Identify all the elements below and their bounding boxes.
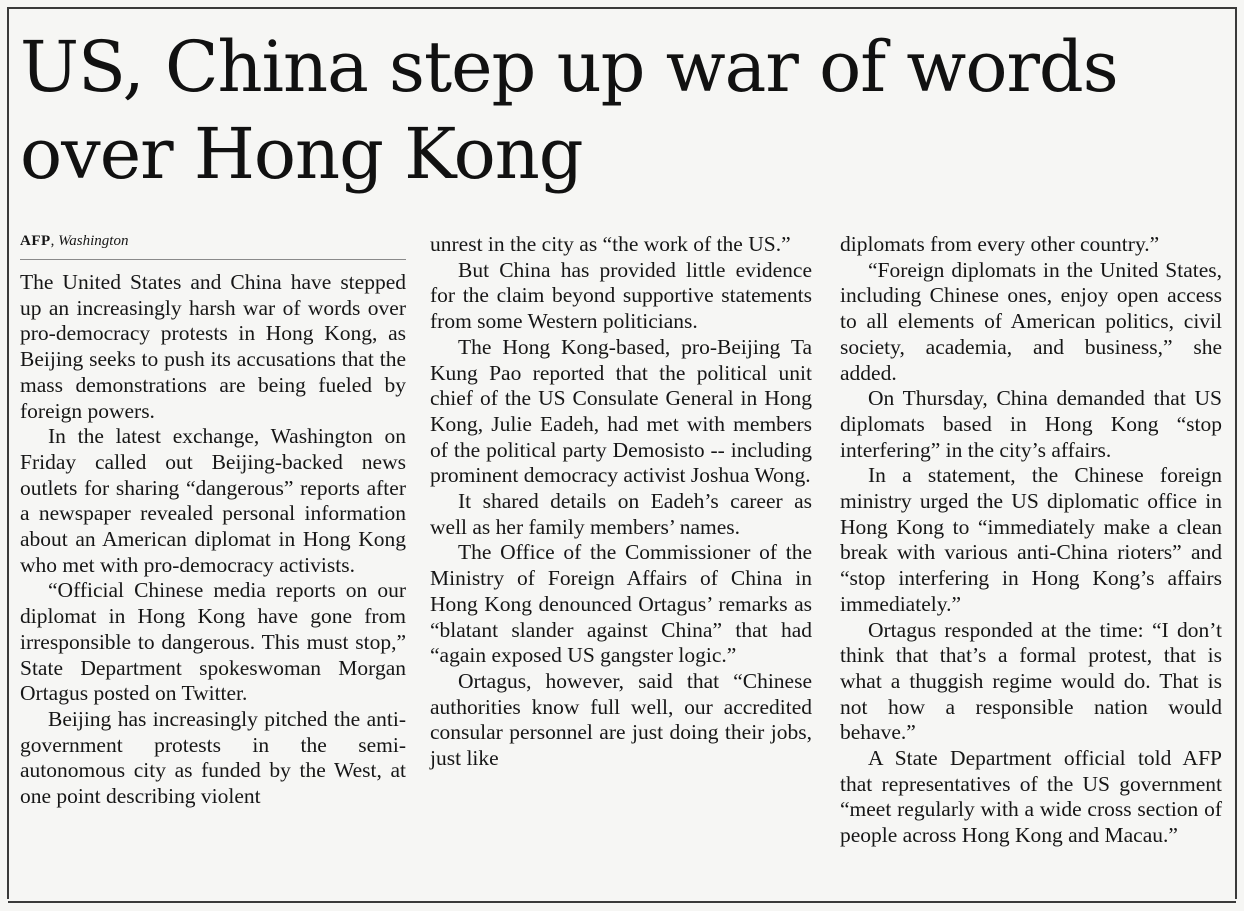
right-rule <box>1235 7 1237 899</box>
byline-separator: , <box>50 233 59 249</box>
byline <box>20 232 406 260</box>
article-headline: US, China step up war of words over Hong Kong <box>20 26 1118 195</box>
byline-dateline: Washington <box>58 233 129 249</box>
paragraph: On Thursday, China demanded that US diplomats based in Hong Kong “stop interfering” in the city’s affairs. <box>840 386 1222 462</box>
article-column-3 <box>840 232 1222 849</box>
paragraph: In a statement, the Chinese foreign ministry urged the US diplomatic office in Hong Kong to “immediately make a clean break with various anti-China rioters” and “stop interfering in Hong Kong’s affairs immediately.” <box>840 463 1222 616</box>
paragraph: But China has provided little evidence for the claim beyond supportive statements from some Western politicians. <box>430 257 812 334</box>
paragraph: The United States and China have stepped up an increasingly harsh war of words over pro-democracy protests in Hong Kong, as Beijing seeks to push its accusations that the mass demonstrations are being fueled by foreign powers. <box>20 270 406 423</box>
paragraph: Ortagus responded at the time: “I don’t think that that’s a formal protest, that is what a thuggish regime would do. That is not how a responsible nation would behave.” <box>840 617 1222 745</box>
paragraph: In the latest exchange, Washington on Friday called out Beijing-backed news outlets for sharing “dangerous” reports after a newspaper revealed personal information about an American diplomat in Hong Kong who met with pro-democracy activists. <box>20 424 406 577</box>
paragraph: Ortagus, however, said that “Chinese authorities know full well, our accredited consular personnel are just doing their jobs, just like <box>430 668 812 771</box>
paragraph: “Foreign diplomats in the United States, including Chinese ones, enjoy open access to all elements of American politics, civil society, academia, and business,” she added. <box>840 257 1222 385</box>
paragraph: The Hong Kong-based, pro-Beijing Ta Kung Pao reported that the political unit chief of the US Consulate General in Hong Kong, Julie Eadeh, had met with members of the political party Demosisto -- including prominent democracy activist Joshua Wong. <box>430 334 812 488</box>
paragraph: “Official Chinese media reports on our diplomat in Hong Kong have gone from irresponsible to dangerous. This must stop,” State Department spokeswoman Morgan Ortagus posted on Twitter. <box>20 578 406 706</box>
article-column-2 <box>430 232 812 772</box>
left-rule <box>7 7 9 899</box>
paragraph: It shared details on Eadeh’s career as well as her family members’ names. <box>430 489 812 539</box>
paragraph: diplomats from every other country.” <box>840 232 1160 256</box>
paragraph: A State Department official told AFP that representatives of the US government “meet regularly with a wide cross section of people across Hong Kong and Macau.” <box>840 746 1222 848</box>
top-rule <box>8 7 1236 9</box>
byline-agency: AFP <box>20 233 51 249</box>
article-column-1 <box>20 232 406 810</box>
paragraph: Beijing has increasingly pitched the anti-government protests in the semi-autonomous city as funded by the West, at one point describing violent <box>20 706 406 809</box>
paragraph: unrest in the city as “the work of the US.” <box>430 232 791 256</box>
paragraph: The Office of the Commissioner of the Ministry of Foreign Affairs of China in Hong Kong denounced Ortagus’ remarks as “blatant slander against China” that had “again exposed US gangster logic.” <box>430 540 812 668</box>
bottom-rule <box>8 901 1236 903</box>
